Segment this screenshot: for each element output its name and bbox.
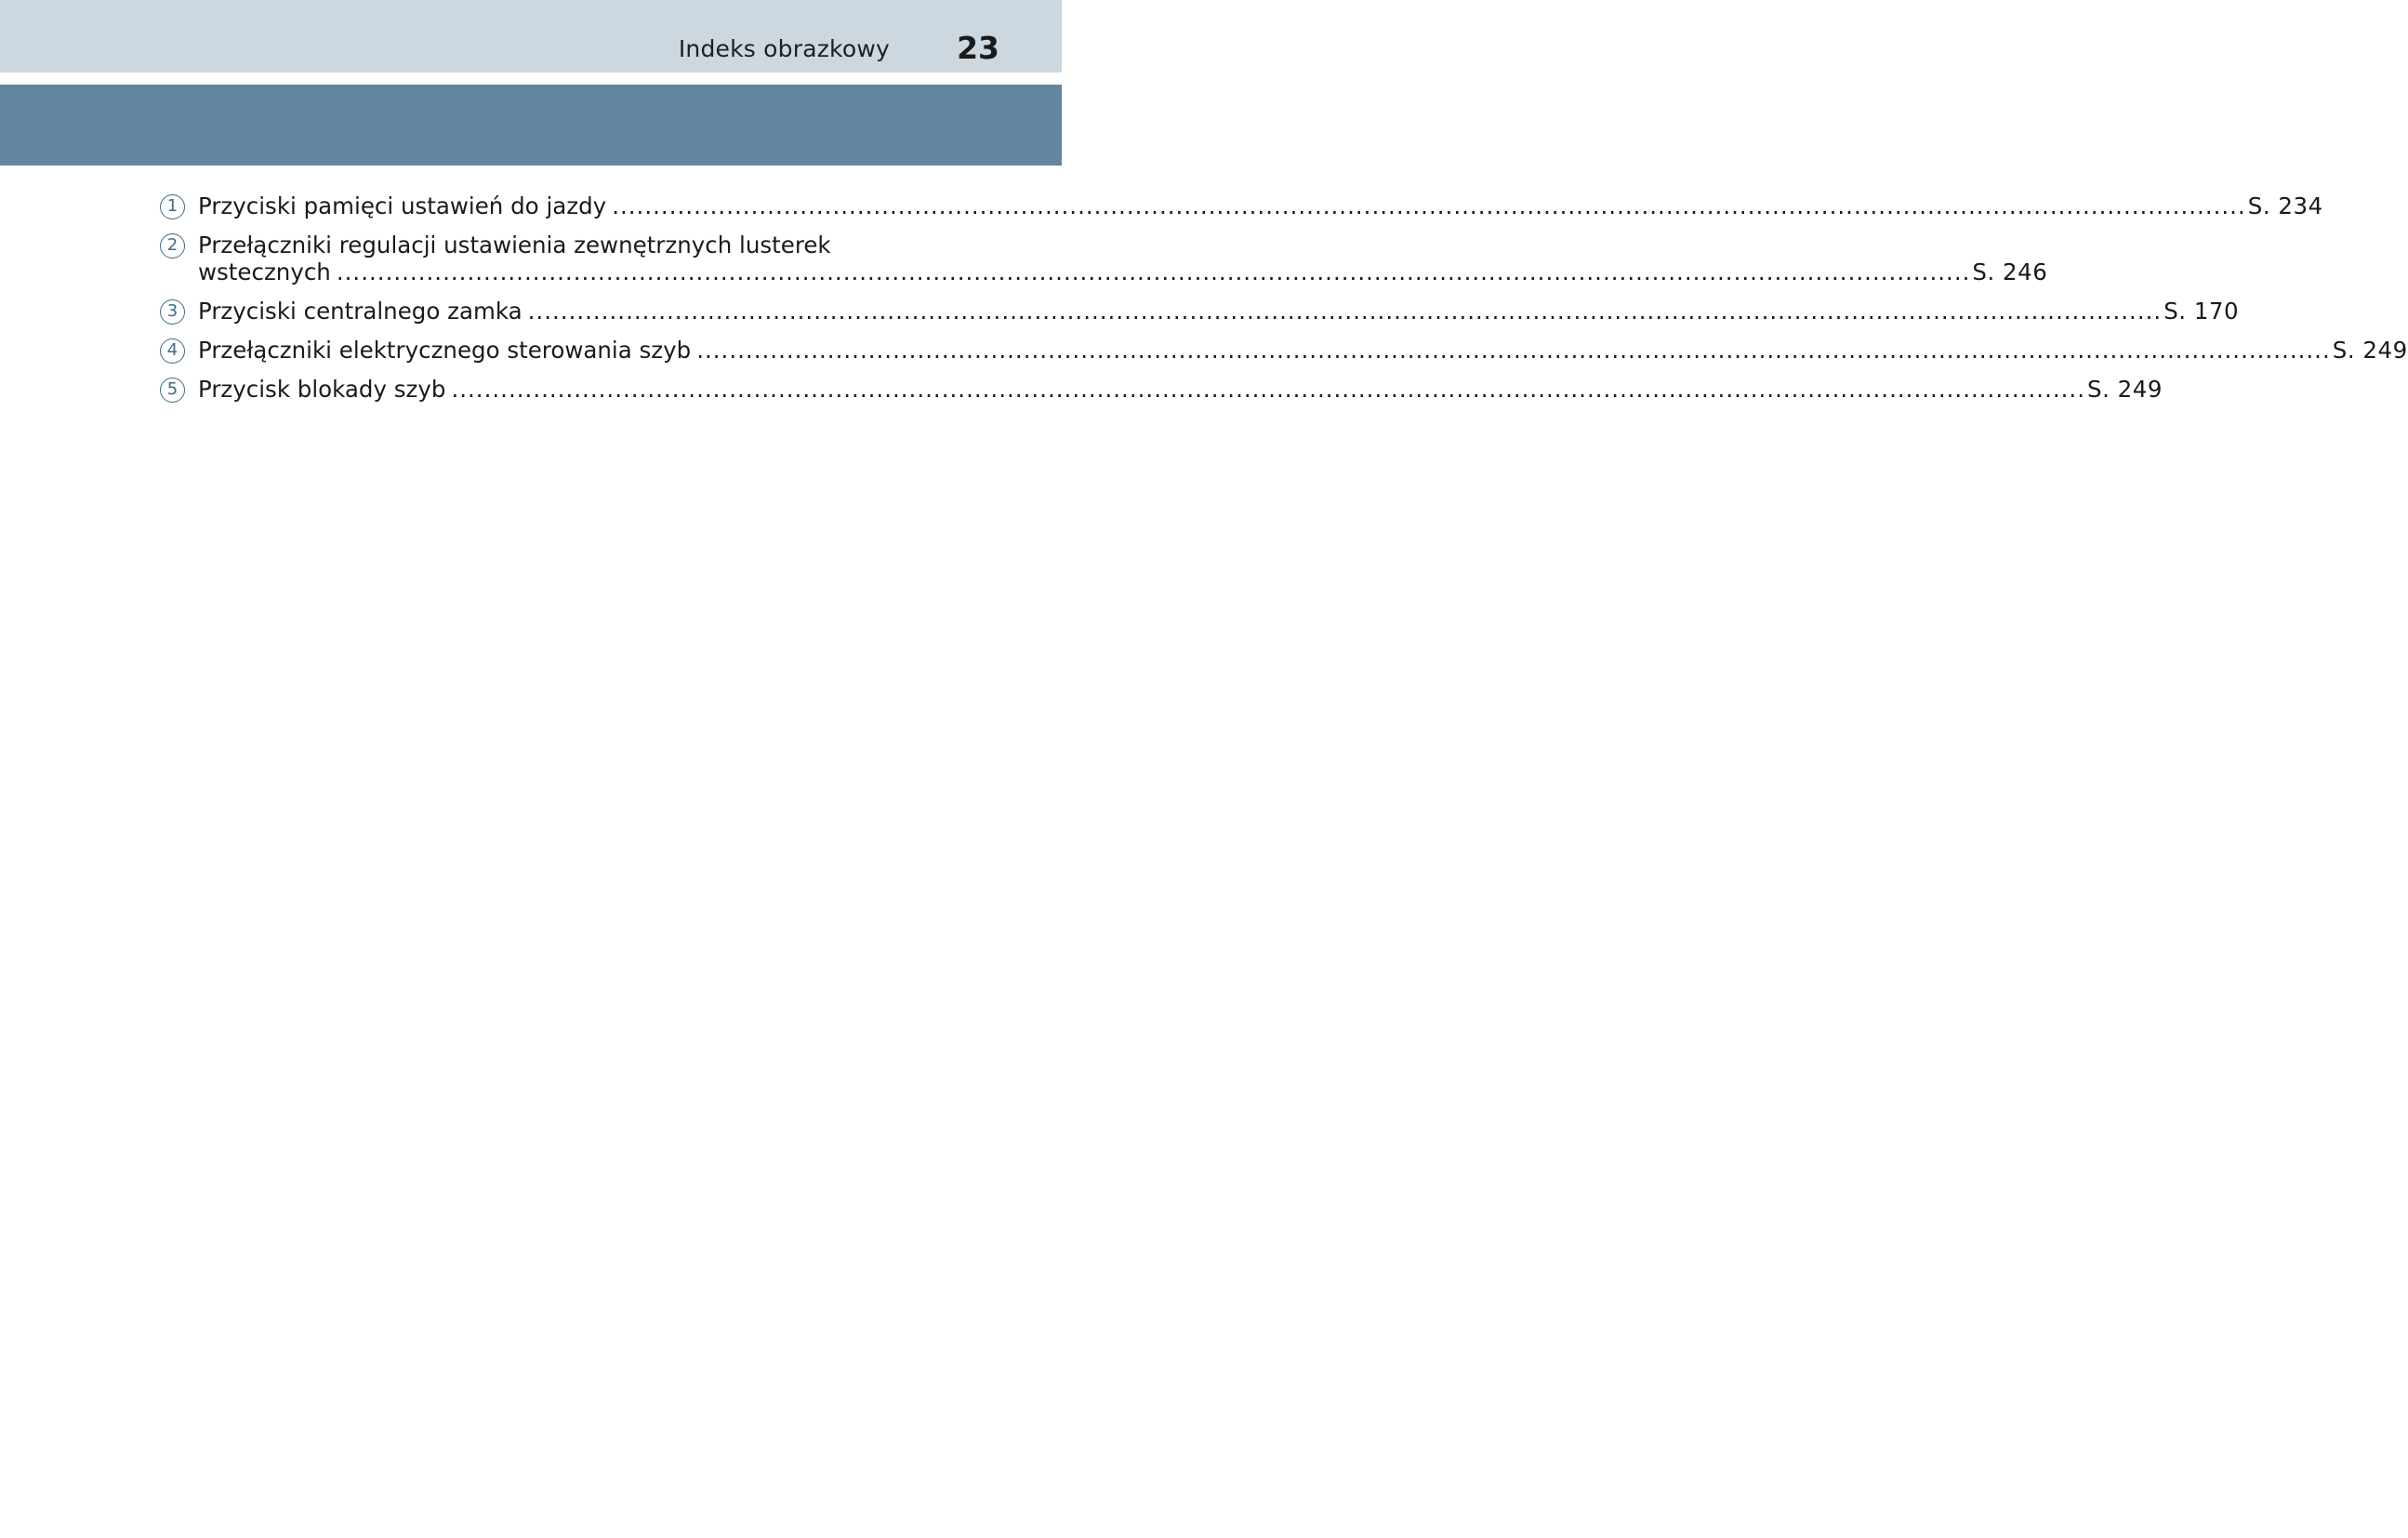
entry-line (198, 259, 2047, 285)
entry-line (198, 192, 2323, 219)
entry-label: Przełączniki regulacji ustawienia zewnętrznych lusterek (198, 232, 831, 259)
page-reference: S. 249 (2332, 337, 2408, 364)
entry-body (198, 376, 2163, 403)
entry-label: Przyciski centralnego zamka (198, 298, 523, 325)
entry-line (198, 376, 2163, 403)
entry-line (198, 337, 2408, 364)
entry-label: Przełączniki elektrycznego sterowania szyb (198, 337, 692, 364)
index-entry-1 (160, 192, 2323, 219)
entry-label: Przycisk blokady szyb (198, 376, 446, 403)
entry-line (198, 232, 2047, 259)
page-reference: S. 249 (2087, 376, 2163, 403)
number-marker: 1 (160, 194, 185, 219)
dot-leader: ........................................................................................................................................................................................................ (612, 192, 2246, 219)
index-entry-5 (160, 376, 2163, 403)
number-marker: 5 (160, 378, 185, 403)
dot-leader: ........................................................................................................................................................................................................ (696, 337, 2331, 364)
page-reference: S. 170 (2163, 298, 2240, 325)
header-band (0, 0, 1062, 73)
page-reference: S. 234 (2247, 192, 2323, 219)
index-entry-4 (160, 337, 2408, 364)
index-entry-3 (160, 298, 2240, 325)
entry-label-continued: wstecznych (198, 259, 331, 285)
page-reference: S. 246 (1972, 259, 2048, 285)
entry-label: Przyciski pamięci ustawień do jazdy (198, 192, 607, 219)
dot-leader: ........................................................................................................................................................................................................ (527, 298, 2163, 325)
index-entry-2 (160, 232, 2048, 285)
chapter-band (0, 85, 1062, 166)
number-marker: 2 (160, 233, 185, 259)
entry-body (198, 192, 2323, 219)
dot-leader: ........................................................................................................................................................................................................ (336, 259, 1971, 285)
entry-body (198, 298, 2239, 325)
dot-leader: ........................................................................................................................................................................................................ (451, 376, 2086, 403)
number-marker: 3 (160, 299, 185, 325)
entry-body (198, 337, 2408, 364)
entry-line (198, 298, 2239, 325)
page-number: 23 (957, 30, 999, 66)
index-list (160, 192, 2408, 415)
number-marker: 4 (160, 338, 185, 364)
entry-body (198, 232, 2047, 285)
section-title: Indeks obrazkowy (678, 35, 890, 62)
